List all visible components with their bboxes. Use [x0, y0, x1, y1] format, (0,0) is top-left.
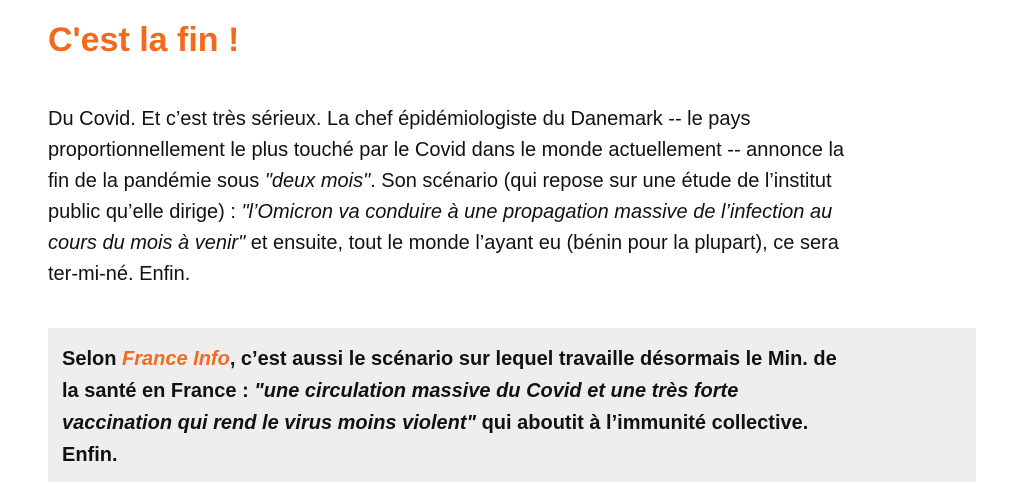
callout-box — [48, 328, 976, 482]
paragraph-text: fin de la pandémie sous — [48, 170, 265, 192]
callout-quote-end: vaccination qui rend le virus moins violent" — [62, 412, 477, 434]
callout-text-part: Selon — [62, 348, 123, 370]
paragraph-text: et ensuite, tout le monde l’ayant eu (bénin pour la plupart), ce sera — [245, 232, 839, 254]
callout-line-1 — [62, 343, 962, 375]
callout-quote: "une circulation massive du Covid et une très forte — [254, 380, 739, 402]
callout-text-part: qui aboutit à l’immunité collective. — [476, 412, 809, 434]
callout-line-3 — [62, 407, 962, 439]
paragraph-line-2: proportionnellement le plus touché par le Covid dans le monde actuellement -- annonce la — [48, 139, 845, 161]
callout-line-2 — [62, 375, 962, 407]
paragraph-text: . Son scénario (qui repose sur une étude de l’institut — [370, 170, 832, 192]
quote-omicron-end: cours du mois à venir" — [48, 232, 246, 254]
article-paragraph — [48, 104, 978, 290]
paragraph-text: public qu’elle dirige) : — [48, 201, 242, 223]
quote-deux-mois: "deux mois" — [264, 170, 371, 192]
paragraph-line-5 — [48, 228, 978, 259]
france-info-link[interactable]: France Info — [122, 348, 230, 370]
paragraph-line-6: ter-mi-né. Enfin. — [48, 263, 191, 285]
callout-text-part: la santé en France : — [62, 380, 255, 402]
paragraph-line-4 — [48, 197, 978, 228]
callout-line-4: Enfin. — [62, 444, 118, 466]
quote-omicron: "l’Omicron va conduire à une propagation massive de l’infection au — [241, 201, 833, 223]
callout-text-part: , c’est aussi le scénario sur lequel travaille désormais le Min. de — [229, 348, 837, 370]
paragraph-line-3 — [48, 166, 978, 197]
callout-text — [62, 343, 962, 471]
article-title: C'est la fin ! — [48, 21, 240, 59]
paragraph-line-1: Du Covid. Et c’est très sérieux. La chef épidémiologiste du Danemark -- le pays — [48, 108, 751, 130]
